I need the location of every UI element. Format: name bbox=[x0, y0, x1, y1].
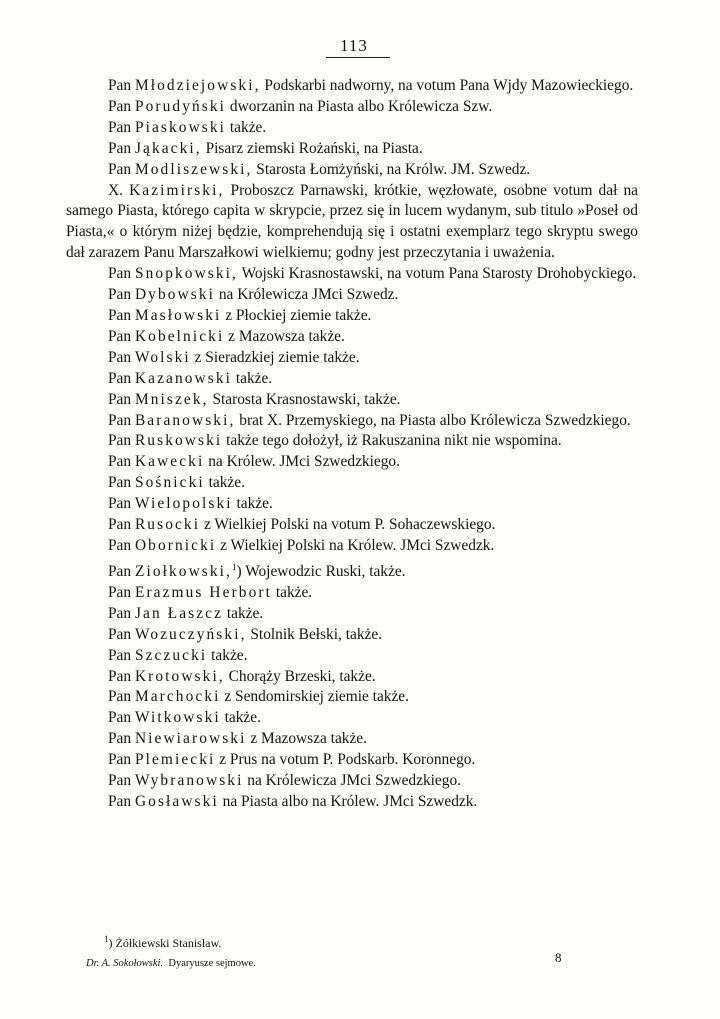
entry-prefix: Pan bbox=[108, 286, 135, 304]
entry-text: na Królewicza JMci Szwedzkiego. bbox=[243, 772, 461, 790]
entry-prefix: Pan bbox=[108, 453, 135, 471]
entry-name: Jąkacki, bbox=[134, 139, 202, 157]
entry-name: Masłowski bbox=[134, 306, 222, 324]
entry-text: na Królewicza JMci Szwedz. bbox=[215, 286, 399, 304]
entry bbox=[66, 708, 638, 729]
source-line bbox=[86, 958, 256, 969]
entry-name: Obornicki bbox=[134, 536, 217, 554]
entry-name: Piaskowski bbox=[134, 118, 227, 136]
entry bbox=[66, 369, 638, 390]
entry-prefix: Pan bbox=[108, 604, 135, 622]
entry-prefix: Pan bbox=[108, 562, 135, 580]
entry-name: Snopkowski, bbox=[134, 265, 238, 283]
entry bbox=[66, 76, 638, 97]
entry bbox=[66, 327, 638, 348]
entry-name: Ruskowski bbox=[134, 432, 223, 450]
entry bbox=[66, 118, 638, 139]
entry bbox=[66, 583, 638, 604]
entry-text: Starosta Krasnostawski, także. bbox=[208, 390, 401, 408]
entry-name: Niewiarowski bbox=[134, 730, 247, 748]
entry-text: ) Wojewodzic Ruski, także. bbox=[236, 562, 406, 580]
entry bbox=[66, 515, 638, 536]
entry bbox=[66, 729, 638, 750]
entry-prefix: Pan bbox=[108, 369, 135, 387]
entry-prefix: Pan bbox=[108, 709, 135, 727]
entry-name: Mniszek, bbox=[134, 390, 209, 408]
entry-prefix: Pan bbox=[108, 772, 135, 790]
entry-text: także. bbox=[204, 474, 245, 492]
entry bbox=[66, 348, 638, 369]
entry bbox=[66, 473, 638, 494]
footnote-reference: 1 bbox=[232, 561, 237, 572]
entry-text: także. bbox=[220, 709, 261, 727]
entry bbox=[66, 750, 638, 771]
entry bbox=[66, 494, 638, 515]
entry-text: także tego dołożył, iż Rakuszanina nikt nie wspomina. bbox=[222, 432, 562, 450]
entry-prefix: Pan bbox=[108, 411, 135, 429]
entry-name: Marchocki bbox=[134, 688, 221, 706]
entry-prefix: Pan bbox=[108, 118, 135, 136]
entry-name: Witkowski bbox=[134, 709, 221, 727]
entry-prefix: Pan bbox=[108, 495, 135, 513]
entry bbox=[66, 557, 638, 583]
entry-text: z Wielkiej Polski na Królew. JMci Szwedzk. bbox=[216, 536, 495, 554]
entry bbox=[66, 452, 638, 473]
entry-name: Kazanowski bbox=[134, 369, 233, 387]
entry-text: także. bbox=[207, 646, 248, 664]
entry-prefix: Pan bbox=[108, 792, 135, 810]
signature-mark: 8 bbox=[555, 950, 562, 965]
entry-name: Szczucki bbox=[134, 646, 208, 664]
entry-name: Erazmus Herbort bbox=[134, 583, 272, 601]
entry-text: Stolnik Bełski, także. bbox=[246, 625, 383, 643]
entry-text: Pisarz ziemski Rożański, na Piasta. bbox=[201, 139, 423, 157]
footnote bbox=[104, 934, 221, 951]
entry bbox=[66, 306, 638, 327]
entry-prefix: Pan bbox=[108, 77, 135, 94]
entry-text: Podskarbi nadworny, na votum Pana Wjdy Mazowieckiego. bbox=[260, 77, 634, 94]
entry bbox=[66, 687, 638, 708]
source-title: Dyaryusze sejmowe. bbox=[168, 958, 256, 969]
entry-prefix: Pan bbox=[108, 516, 135, 534]
entry-prefix: Pan bbox=[108, 265, 135, 283]
entry-name: Wolski bbox=[134, 348, 191, 366]
entry-text: na Królew. JMci Szwedzkiego. bbox=[204, 453, 400, 471]
source-author: Dr. A. Sokołowski. bbox=[86, 958, 164, 969]
entry-prefix: X. bbox=[108, 181, 130, 199]
entry bbox=[66, 771, 638, 792]
entry bbox=[66, 160, 638, 181]
entry-prefix: Pan bbox=[108, 751, 135, 769]
entry-name: Porudyński bbox=[134, 97, 227, 115]
entry-prefix: Pan bbox=[108, 625, 135, 643]
entry-prefix: Pan bbox=[108, 390, 135, 408]
entry-prefix: Pan bbox=[108, 667, 135, 685]
entry-prefix: Pan bbox=[108, 306, 135, 324]
entry bbox=[66, 431, 638, 452]
entry-text: z Mazowsza także. bbox=[246, 730, 367, 748]
entry bbox=[66, 667, 638, 688]
entry-prefix: Pan bbox=[108, 474, 135, 492]
entry bbox=[66, 264, 638, 285]
entry-text: z Mazowsza także. bbox=[224, 327, 345, 345]
entry-prefix: Pan bbox=[108, 583, 135, 601]
entry-prefix: Pan bbox=[108, 536, 135, 554]
entry bbox=[66, 97, 638, 118]
entry-name: Wielopolski bbox=[134, 495, 233, 513]
entry-name: Plemiecki bbox=[134, 751, 216, 769]
entry-text: z Sendomirskiej ziemie także. bbox=[220, 688, 409, 706]
entry-text: Starosta Łomżyński, na Królw. JM. Szwedz. bbox=[252, 160, 531, 178]
entry-text: dworzanin na Piasta albo Królewicza Szw. bbox=[226, 97, 493, 115]
footnote-marker: 1 bbox=[104, 934, 109, 944]
page-number: 113 bbox=[340, 36, 368, 55]
entry-name: Kazimirski, bbox=[129, 181, 225, 199]
entry-text: z Wielkiej Polski na votum P. Sohaczewskiego. bbox=[200, 516, 496, 534]
entry-text: także. bbox=[272, 583, 313, 601]
footnote-text: ) Żółkiewski Stanisław. bbox=[108, 936, 222, 950]
entry bbox=[66, 139, 638, 160]
header-rule bbox=[326, 57, 390, 58]
entry bbox=[66, 604, 638, 625]
entry-prefix: Pan bbox=[108, 327, 135, 345]
entries-list bbox=[66, 76, 638, 813]
entry bbox=[66, 390, 638, 411]
entry-text: także. bbox=[223, 604, 264, 622]
entry bbox=[66, 411, 638, 432]
entry-name: Kawecki bbox=[134, 453, 205, 471]
entry-name: Wozuczyński, bbox=[134, 625, 247, 643]
entry bbox=[66, 181, 638, 265]
entry-name: Młodziejowski, bbox=[134, 77, 261, 94]
entry-name: Modliszewski, bbox=[134, 160, 253, 178]
entry-text: z Sieradzkiej ziemie także. bbox=[190, 348, 360, 366]
entry-name: Jan Łaszcz bbox=[134, 604, 224, 622]
entry-name: Kobelnicki bbox=[134, 327, 225, 345]
entry-text: także. bbox=[232, 369, 273, 387]
entry-prefix: Pan bbox=[108, 646, 135, 664]
entry-name: Ziołkowski, bbox=[134, 562, 232, 580]
entry-text: Wojski Krasnostawski, na votum Pana Starosty Drohobyckiego. bbox=[238, 265, 637, 283]
entry-text: z Prus na votum P. Podskarb. Koronnego. bbox=[215, 751, 476, 769]
entry bbox=[66, 285, 638, 306]
entry bbox=[66, 536, 638, 557]
entry bbox=[66, 646, 638, 667]
entry-text: także. bbox=[226, 118, 267, 136]
entry-text: także. bbox=[232, 495, 273, 513]
entry-text: na Piasta albo na Królew. JMci Szwedzk. bbox=[218, 792, 478, 810]
entry-name: Dybowski bbox=[134, 286, 216, 304]
entry-text: Proboszcz Parnawski, krótkie, węzłowate, osobne votum dał na samego Piasta, którego capita w skrypcie, przez się in lucem wydanym, sub titulo »Poseł od Piasta,« o którym niżej będzie, komprehendują się i ostatni exemplarz tego skryptu swego dał zarazem Panu Marszałkowi wielkiemu; godny jest przeczytania i uważenia. bbox=[66, 181, 639, 262]
entry-prefix: Pan bbox=[108, 160, 135, 178]
entry-name: Krotowski, bbox=[134, 667, 225, 685]
entry-prefix: Pan bbox=[108, 139, 135, 157]
entry bbox=[66, 792, 638, 813]
entry-prefix: Pan bbox=[108, 688, 135, 706]
entry-prefix: Pan bbox=[108, 432, 135, 450]
entry-name: Rusocki bbox=[134, 516, 201, 534]
entry bbox=[66, 625, 638, 646]
entry-name: Gosławski bbox=[134, 792, 219, 810]
entry-text: brat X. Przemyskiego, na Piasta albo Królewicza Szwedzkiego. bbox=[235, 411, 631, 429]
entry-name: Sośnicki bbox=[134, 474, 205, 492]
entry-text: z Płockiej ziemie także. bbox=[221, 306, 372, 324]
entry-prefix: Pan bbox=[108, 730, 135, 748]
entry-name: Baranowski, bbox=[134, 411, 236, 429]
entry-prefix: Pan bbox=[108, 348, 135, 366]
entry-name: Wybranowski bbox=[134, 772, 244, 790]
entry-text: Chorąży Brzeski, także. bbox=[224, 667, 376, 685]
entry-prefix: Pan bbox=[108, 97, 135, 115]
